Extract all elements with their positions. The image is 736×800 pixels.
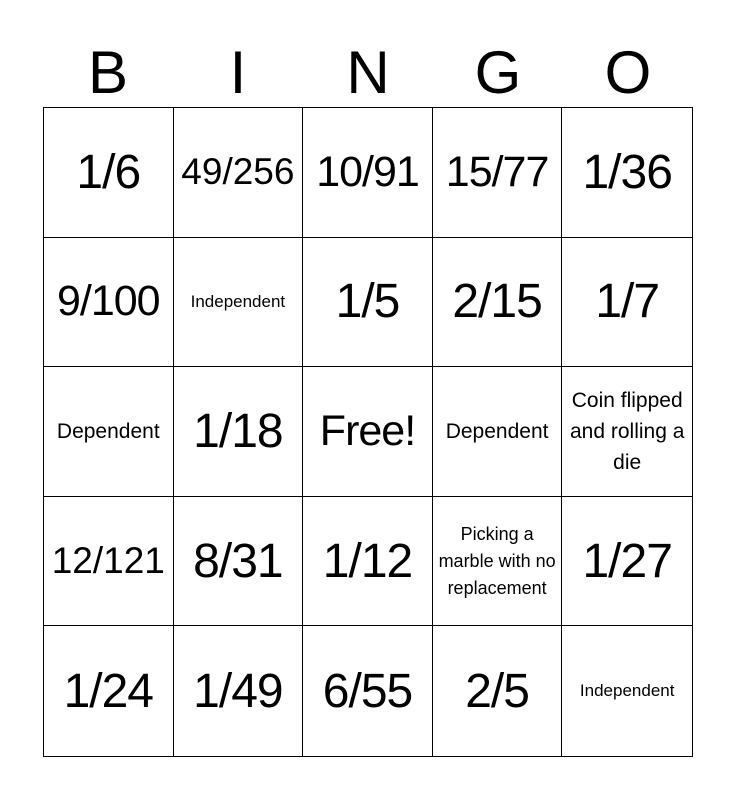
bingo-header bbox=[43, 40, 693, 106]
bingo-cell-r1-c3[interactable]: 10/91 bbox=[303, 108, 433, 238]
bingo-cell-r4-c5[interactable]: 1/27 bbox=[562, 497, 692, 627]
bingo-cell-r1-c2[interactable]: 49/256 bbox=[174, 108, 304, 238]
bingo-cell-r3-c3[interactable]: Free! bbox=[303, 367, 433, 497]
bingo-cell-r2-c3[interactable]: 1/5 bbox=[303, 238, 433, 368]
header-letter-o: O bbox=[604, 39, 652, 106]
header-letter-n: N bbox=[346, 39, 390, 106]
bingo-cell-r4-c2[interactable]: 8/31 bbox=[174, 497, 304, 627]
bingo-cell-r5-c3[interactable]: 6/55 bbox=[303, 626, 433, 756]
header-letter-i: I bbox=[229, 39, 247, 106]
bingo-cell-r2-c2[interactable]: Independent bbox=[174, 238, 304, 368]
bingo-cell-r2-c1[interactable]: 9/100 bbox=[44, 238, 174, 368]
bingo-cell-r3-c4[interactable]: Dependent bbox=[433, 367, 563, 497]
bingo-cell-r4-c4[interactable]: Picking a marble with no replacement bbox=[433, 497, 563, 627]
bingo-cell-r1-c1[interactable]: 1/6 bbox=[44, 108, 174, 238]
bingo-cell-r2-c4[interactable]: 2/15 bbox=[433, 238, 563, 368]
header-letter-b: B bbox=[87, 39, 129, 106]
bingo-cell-r5-c4[interactable]: 2/5 bbox=[433, 626, 563, 756]
bingo-cell-r4-c3[interactable]: 1/12 bbox=[303, 497, 433, 627]
bingo-cell-r5-c1[interactable]: 1/24 bbox=[44, 626, 174, 756]
bingo-cell-r3-c5[interactable]: Coin flipped and rolling a die bbox=[562, 367, 692, 497]
bingo-cell-r4-c1[interactable]: 12/121 bbox=[44, 497, 174, 627]
bingo-cell-r5-c5[interactable]: Independent bbox=[579, 681, 675, 701]
bingo-board bbox=[43, 107, 693, 757]
bingo-cell-r5-c2[interactable]: 1/49 bbox=[174, 626, 304, 756]
bingo-cell-r3-c2[interactable]: 1/18 bbox=[174, 367, 304, 497]
bingo-cell-r3-c1[interactable]: Dependent bbox=[44, 367, 174, 497]
bingo-cell-r1-c4[interactable]: 15/77 bbox=[433, 108, 563, 238]
bingo-cell-r1-c5[interactable]: 1/36 bbox=[562, 108, 692, 238]
header-letter-g: G bbox=[474, 39, 522, 106]
bingo-cell-r2-c5[interactable]: 1/7 bbox=[562, 238, 692, 368]
